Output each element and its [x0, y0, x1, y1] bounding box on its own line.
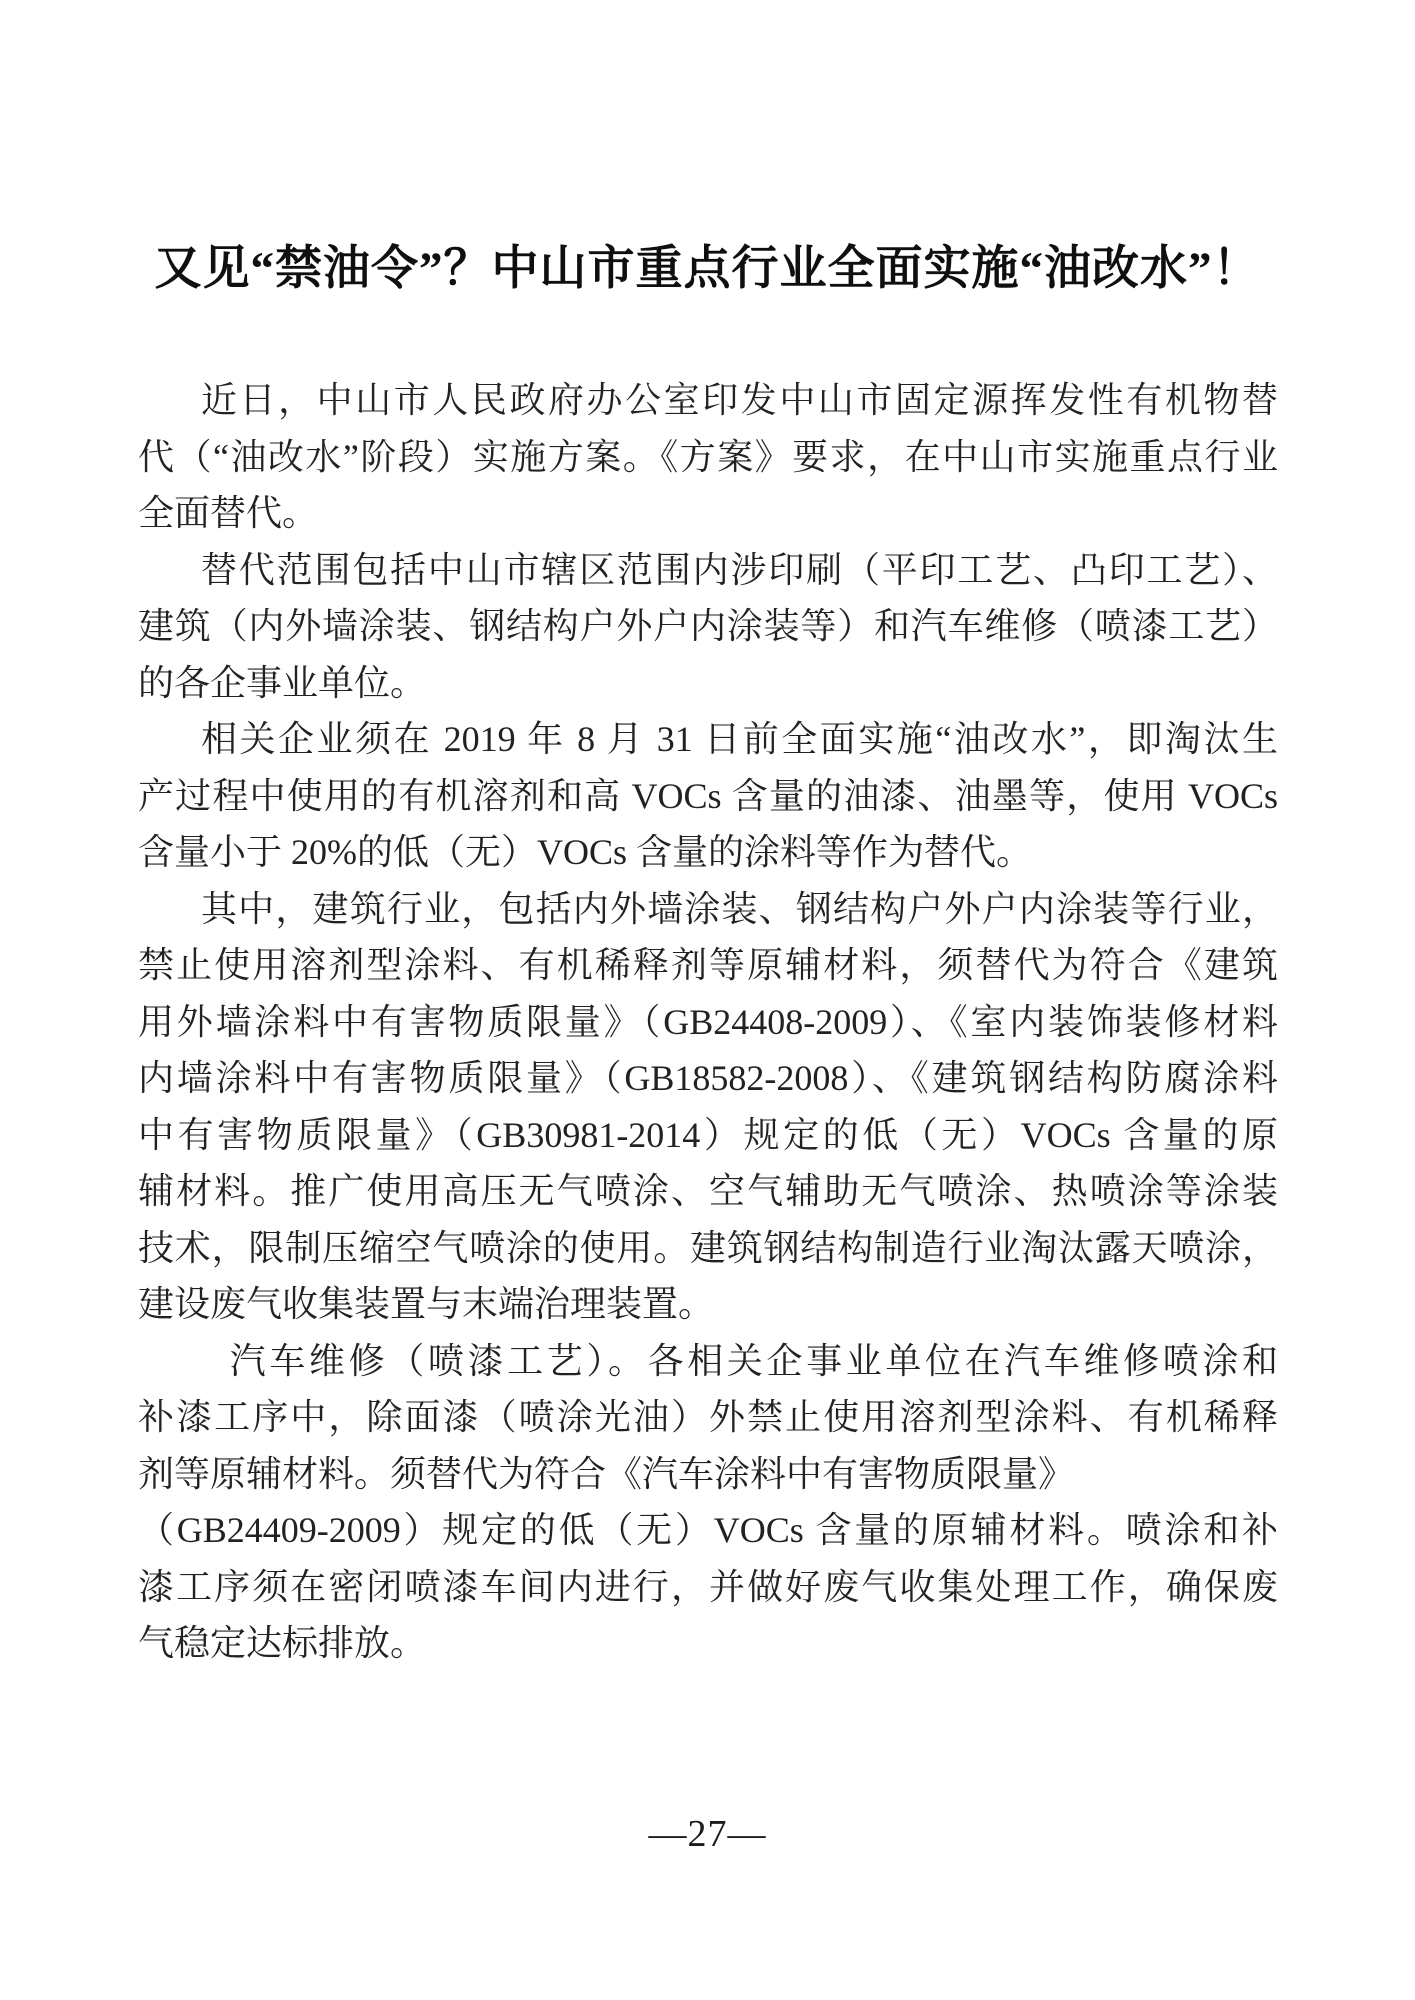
text-line: 相关企业须在 2019 年 8 月 31 日前全面实施“油改水”，即淘汰生: [201, 719, 1278, 759]
text-line: 汽车维修（喷漆工艺）。各相关企事业单位在汽车维修喷涂和: [229, 1340, 1278, 1381]
text-line: 中有害物质限量》（GB30981-2014）规定的低（无）VOCs 含量的原: [138, 1114, 1278, 1155]
text-line: 的各企事业单位。: [138, 662, 427, 703]
text-line: 其中，建筑行业，包括内外墙涂装、钢结构户外户内涂装等行业，: [201, 888, 1278, 929]
document-title: 又见“禁油令”？中山市重点行业全面实施“油改水”！: [154, 243, 1261, 295]
text-line: 代（“油改水”阶段）实施方案。《方案》要求，在中山市实施重点行业: [138, 436, 1278, 477]
text-line: （GB24409-2009）规定的低（无）VOCs 含量的原辅材料。喷涂和补: [138, 1510, 1278, 1550]
paragraph-5: [138, 1333, 1278, 1672]
text-line: 替代范围包括中山市辖区范围内涉印刷（平印工艺、凸印工艺）、: [201, 549, 1278, 590]
text-line: 气稳定达标排放。: [138, 1623, 427, 1663]
text-line: 全面替代。: [138, 493, 319, 533]
text-line: 含量小于 20%的低（无）VOCs 含量的涂料等作为替代。: [138, 832, 1033, 872]
page-number: —27—: [648, 1813, 767, 1855]
text-line: 建设废气收集装置与末端治理装置。: [138, 1284, 715, 1324]
text-line: 用外墙涂料中有害物质限量》（GB24408-2009）、《室内装饰装修材料: [138, 1001, 1278, 1042]
document-body: [138, 372, 1278, 1672]
text-line: 辅材料。推广使用高压无气喷涂、空气辅助无气喷涂、热喷涂等涂装: [138, 1171, 1278, 1211]
paragraph-3: [138, 711, 1278, 881]
paragraph-2: [138, 542, 1278, 712]
text-line: 漆工序须在密闭喷漆车间内进行，并做好废气收集处理工作，确保废: [138, 1566, 1278, 1607]
paragraph-1: [138, 372, 1278, 542]
text-line: 建筑（内外墙涂装、钢结构户外户内涂装等）和汽车维修（喷漆工艺）: [138, 606, 1278, 646]
text-line: 技术，限制压缩空气喷涂的使用。建筑钢结构制造行业淘汰露天喷涂，: [138, 1227, 1278, 1268]
text-line: 产过程中使用的有机溶剂和高 VOCs 含量的油漆、油墨等，使用 VOCs: [138, 775, 1278, 816]
text-line: 禁止使用溶剂型涂料、有机稀释剂等原辅材料，须替代为符合《建筑: [138, 945, 1278, 985]
paragraph-4: [138, 881, 1278, 1333]
text-line: 剂等原辅材料。须替代为符合《汽车涂料中有害物质限量》: [138, 1453, 1075, 1494]
text-line: 近日，中山市人民政府办公室印发中山市固定源挥发性有机物替: [201, 380, 1278, 420]
text-line: 补漆工序中，除面漆（喷涂光油）外禁止使用溶剂型涂料、有机稀释: [138, 1397, 1278, 1437]
text-line: 内墙涂料中有害物质限量》（GB18582-2008）、《建筑钢结构防腐涂料: [138, 1058, 1278, 1098]
